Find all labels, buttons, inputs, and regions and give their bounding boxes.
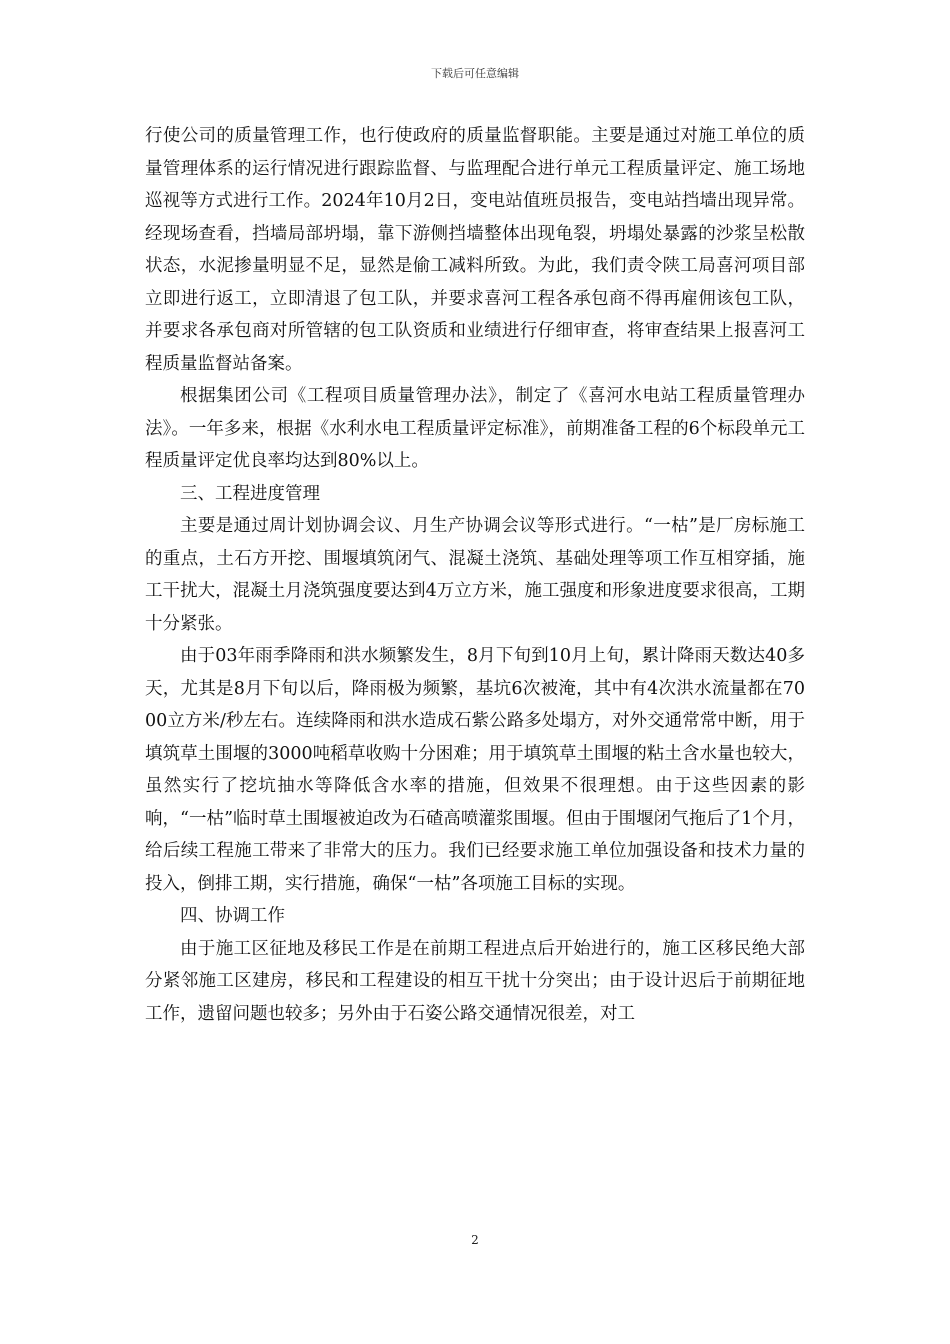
page-header: 下载后可任意编辑 [431, 67, 519, 80]
paragraph-schedule-meetings: 主要是通过周计划协调会议、月生产协调会议等形式进行。“一枯”是厂房标施工的重点，土石方开挖、围堰填筑闭气、混凝土浇筑、基础处理等项工作互相穿插，施工干扰大，混凝土月浇筑强度要达到4万立方米，施工强度和形象进度要求很高，工期十分紧张。 [145, 516, 805, 634]
paragraph-quality-rules: 根据集团公司《工程项目质量管理办法》，制定了《喜河水电站工程质量管理办法》。一年多来，根据《水利水电工程质量评定标准》，前期准备工程的6个标段单元工程质量评定优良率均达到80%以上。 [145, 386, 805, 471]
paragraph-quality-supervision: 行使公司的质量管理工作，也行使政府的质量监督职能。主要是通过对施工单位的质量管理体系的运行情况进行跟踪监督、与监理配合进行单元工程质量评定、施工场地巡视等方式进行工作。2024年10月2日，变电站值班员报告，变电站挡墙出现异常。经现场查看，挡墙局部坍塌，靠下游侧挡墙整体出现龟裂，坍塌处暴露的沙浆呈松散状态，水泥掺量明显不足，显然是偷工减料所致。为此，我们责令陕工局喜河项目部立即进行返工，立即清退了包工队，并要求喜河工程各承包商不得再雇佣该包工队，并要求各承包商对所管辖的包工队资质和业绩进行仔细审查，将审查结果上报喜河工程质量监督站备案。 [145, 126, 805, 374]
document-body [145, 120, 805, 1030]
page-number: 2 [471, 1233, 479, 1247]
section-heading-schedule: 三、工程进度管理 [180, 483, 320, 504]
paragraph-land-resettlement: 由于施工区征地及移民工作是在前期工程进点后开始进行的，施工区移民绝大部分紧邻施工区建房，移民和工程建设的相互干扰十分突出；由于设计迟后于前期征地工作，遗留问题也较多；另外由于石姿公路交通情况很差，对工 [145, 938, 805, 1024]
paragraph-rain-flood: 由于03年雨季降雨和洪水频繁发生，8月下旬到10月上旬，累计降雨天数达40多天，尤其是8月下旬以后，降雨极为频繁，基坑6次被淹，其中有4次洪水流量都在7000立方米/秒左右。连续降雨和洪水造成石紫公路多处塌方，对外交通常常中断，用于填筑草土围堰的3000吨稻草收购十分困难；用于填筑草土围堰的粘土含水量也较大，虽然实行了挖坑抽水等降低含水率的措施，但效果不很理想。由于这些因素的影响，“一枯”临时草土围堰被迫改为石碴高喷灌浆围堰。但由于围堰闭气拖后了1个月，给后续工程施工带来了非常大的压力。我们已经要求施工单位加强设备和技术力量的投入，倒排工期，实行措施，确保“一枯”各项施工目标的实现。 [145, 646, 805, 894]
section-heading-coordination: 四、协调工作 [180, 906, 285, 926]
